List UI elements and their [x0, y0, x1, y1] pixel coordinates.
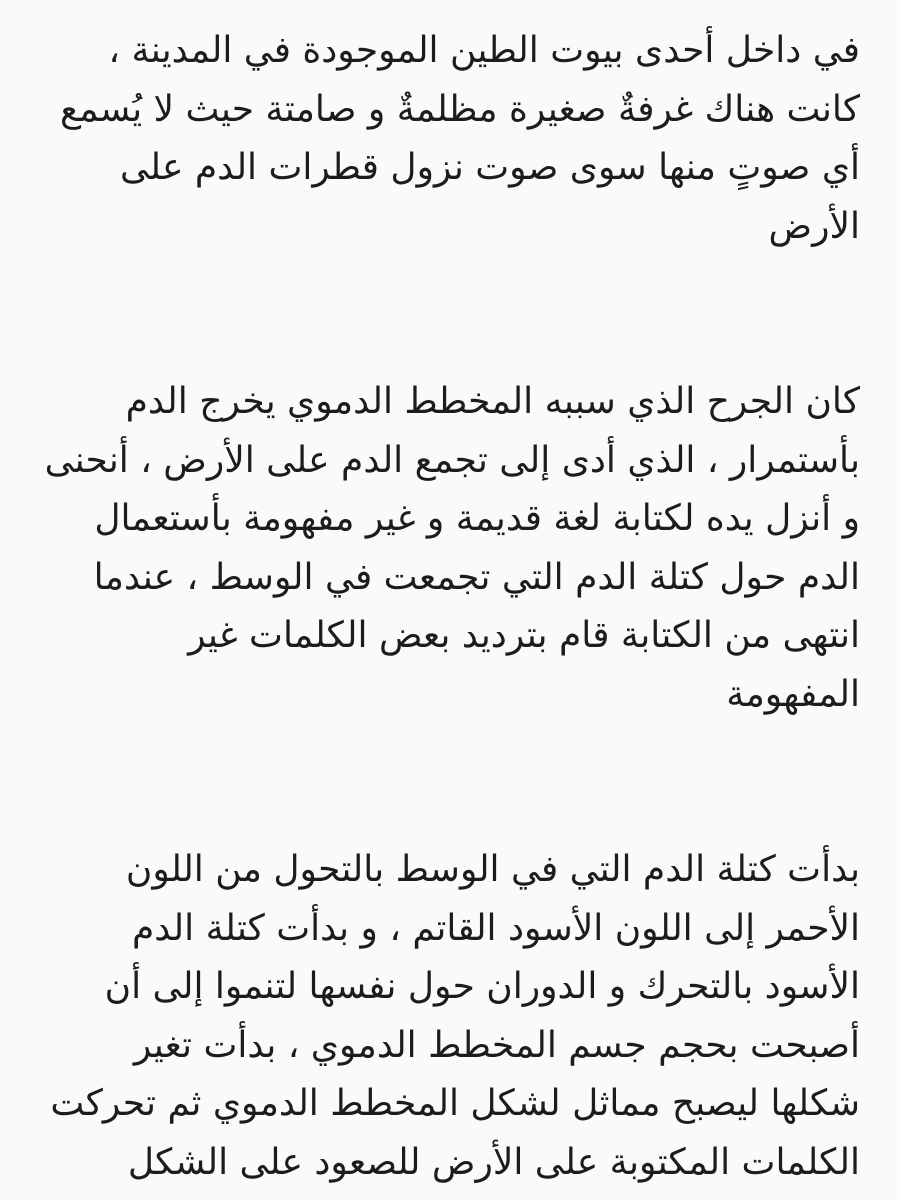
- text-line: شكلها ليصبح مماثل لشكل المخطط الدموي ثم تحركت: [50, 1083, 860, 1124]
- paragraph-2: [40, 373, 860, 724]
- text-line: في داخل أحدى بيوت الطين الموجودة في المدينة ،: [108, 30, 860, 71]
- text-line: الأسود بالتحرك و الدوران حول نفسها لتنموا إلى أن: [104, 966, 860, 1007]
- paragraph-1: [40, 22, 860, 256]
- paragraph-spacer: [40, 724, 860, 841]
- text-line: بدأت كتلة الدم التي في الوسط بالتحول من اللون: [125, 849, 860, 890]
- text-line: الأحمر إلى اللون الأسود القاتم ، و بدأت كتلة الدم: [132, 907, 860, 949]
- text-line: كانت هناك غرفةٌ صغيرة مظلمةٌ و صامتة حيث لا يُسمع: [60, 88, 860, 130]
- text-line: الدم حول كتلة الدم التي تجمعت في الوسط ، عندما: [93, 556, 860, 598]
- text-line: أصبحت بحجم جسم المخطط الدموي ، بدأت تغير: [133, 1024, 860, 1066]
- text-line: كان الجرح الذي سببه المخطط الدموي يخرج الدم: [125, 381, 860, 422]
- paragraph-spacer: [40, 256, 860, 373]
- paragraph-3: [40, 841, 860, 1192]
- text-line: أي صوتٍ منها سوى صوت نزول قطرات الدم على: [120, 147, 860, 188]
- text-line: و أنزل يده لكتابة لغة قديمة و غير مفهومة بأستعمال: [94, 498, 860, 539]
- text-line: الكلمات المكتوبة على الأرض للصعود على الشكل: [127, 1141, 860, 1183]
- text-line: انتهى من الكتابة قام بترديد بعض الكلمات غير: [188, 615, 860, 656]
- text-line: الأرض: [768, 205, 860, 247]
- text-line: المفهومة: [726, 673, 860, 715]
- text-line: بأستمرار ، الذي أدى إلى تجمع الدم على الأرض ، أنحنى: [44, 439, 860, 481]
